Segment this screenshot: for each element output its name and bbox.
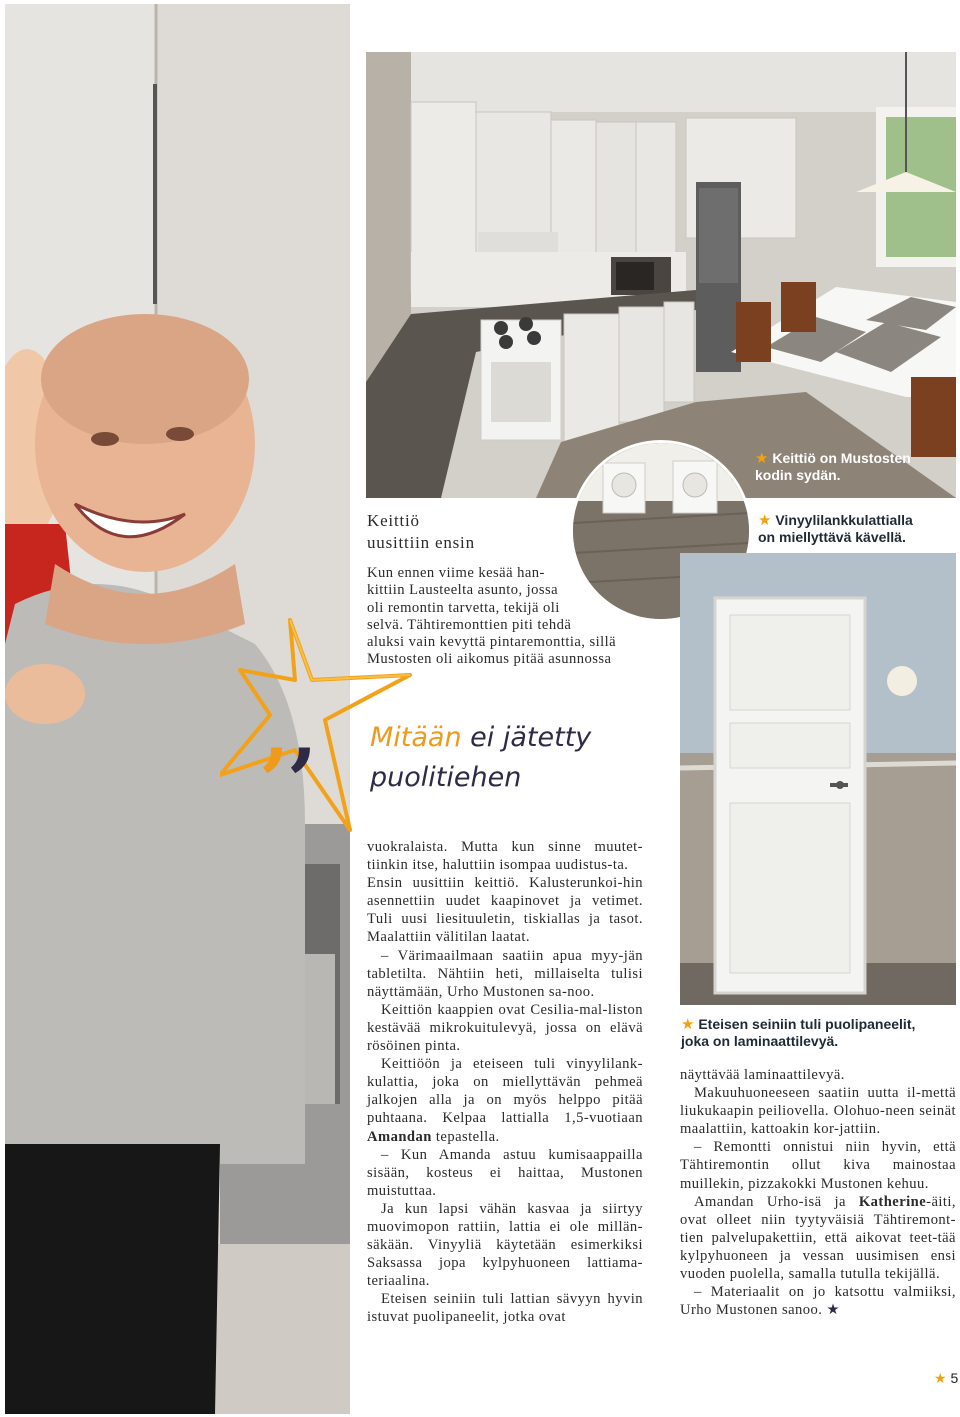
closing-text: – Materiaalit on jo katsottu valmiiksi, Urho Mustonen sanoo.: [680, 1284, 956, 1319]
intro-line-4: selvä. Tähtiremonttien piti tehdä: [367, 616, 572, 633]
page-number: [934, 1370, 958, 1387]
katherine-name: Katherine: [858, 1193, 927, 1210]
end-star-icon: ★: [826, 1302, 841, 1319]
paragraph: Ja kun lapsi vähän kasvaa ja siirtyy muovimopon rattiin, lattia ei ole millän-säkään. Vinyyliä käytetään esimerkiksi Saksassa jopa kylpyhuoneen lattiama-teriaalina.: [367, 1200, 643, 1290]
pull-quote: [370, 718, 591, 798]
pull-quote-word: Mitään: [370, 722, 462, 753]
pull-quote-line-2: puolitiehen: [370, 762, 522, 793]
intro-line-2: kittiin Lausteelta asunto, jossa: [367, 582, 559, 599]
door-caption-line-2: joka on laminaattilevyä.: [681, 1033, 839, 1049]
page-number-value: 5: [950, 1370, 959, 1386]
kitchen-caption-line-2: kodin sydän.: [755, 467, 841, 483]
paragraph: Keittiön kaappien ovat Cesilia-mal-liston kestävää mikrokuitulevyä, jossa on elävä rösöinen pinta.: [367, 1001, 643, 1055]
paragraph-amanda: [367, 1055, 643, 1145]
paragraph: näyttävää laminaattilevyä.: [680, 1067, 845, 1083]
paragraph: Eteisen seiniin tuli lattian sävyyn hyvin istuvat puolipaneelit, jotka ovat: [367, 1291, 643, 1326]
star-icon: ★: [681, 1016, 695, 1033]
right-column: [680, 1066, 956, 1319]
paragraph-katherine: [680, 1193, 956, 1283]
katherine-text-before: Amandan Urho-isä ja: [694, 1193, 859, 1210]
heading-line-2: uusittiin ensin: [367, 533, 475, 552]
hallway-door-photo: [680, 553, 956, 1005]
kitchen-caption: [755, 450, 911, 484]
star-icon: ★: [758, 512, 772, 529]
door-caption: [681, 1016, 915, 1050]
floor-caption: [758, 512, 913, 546]
article-heading: [367, 510, 475, 554]
middle-column: [367, 838, 643, 1327]
star-icon: ★: [934, 1370, 947, 1386]
paragraph-closing: [680, 1283, 956, 1319]
intro-line-1: Kun ennen viime kesää han-: [367, 565, 545, 581]
intro-line-5: aluksi vain kevyttä pintaremonttia, sillä: [367, 634, 617, 651]
paragraph: – Remontti onnistui niin hyvin, että Tähtiremontin ollut kiva mainostaa muillekin, pizzakokki Mustonen kehuu.: [680, 1139, 956, 1192]
amanda-text-after: tepastella.: [431, 1128, 500, 1145]
floor-caption-line-2: on miellyttävä kävellä.: [758, 529, 906, 545]
amanda-text-before: Keittiöön ja eteiseen tuli vinyylilank-kulattia, joka on miellyttävän pehmeä jalkojen alla ja on myös helppo pitää puhtaana. Kelpaa lattialla 1,5-vuotiaan: [367, 1056, 643, 1127]
intro-line-3: oli remontin tarvetta, tekijä oli: [367, 599, 560, 616]
paragraph: Ensin uusittiin keittiö. Kalusterunkoi-hin asennettiin uudet kaapinovet ja vetimet. Tuli uusi liesituuletin, tiskiallas ja tasot. Maalattiin välitilan laatat.: [367, 875, 643, 946]
paragraph: Makuuhuoneeseen saatiin uutta il-mettä liukukaapin peiliovella. Olohuo-neen seinät maalattiin, kattoakin kor-jattiin.: [680, 1085, 956, 1138]
heading-line-1: Keittiö: [367, 511, 420, 530]
door-caption-line-1: Eteisen seiniin tuli puolipaneelit,: [698, 1016, 916, 1032]
paragraph: – Värimaailmaan saatiin apua myy-jän tabletilta. Nähtiin heti, millaiselta tulisi näyttämään, Urho Mustonen sa-noo.: [367, 947, 643, 1000]
kitchen-photo: [366, 52, 956, 498]
katherine-text-after: -äiti, ovat olleet niin tyytyväisiä Tähtiremont-tien palvelupakettiin, että aikovat teet-tää kylpyhuoneen ja vessan uusimisen ensi vuoden puolella, samalla tutulla tekijällä.: [680, 1193, 956, 1283]
kitchen-caption-line-1: Keittiö on Mustosten: [772, 450, 911, 466]
quote-mark-icon: ,,: [262, 685, 318, 779]
star-icon: ★: [755, 450, 769, 467]
paragraph: vuokralaista. Mutta kun sinne muutet-tiinkin itse, haluttiin isompaa uudistus-ta.: [367, 839, 643, 874]
paragraph: – Kun Amanda astuu kumisaappailla sisään, kosteus ei haittaa, Mustonen muistuttaa.: [367, 1146, 643, 1199]
intro-line-6: Mustosten oli aikomus pitää asunnossa: [367, 651, 612, 668]
amanda-name: Amandan: [367, 1128, 432, 1145]
pull-quote-rest: ei jätetty: [461, 722, 592, 753]
floor-caption-line-1: Vinyylilankkulattialla: [775, 512, 913, 528]
